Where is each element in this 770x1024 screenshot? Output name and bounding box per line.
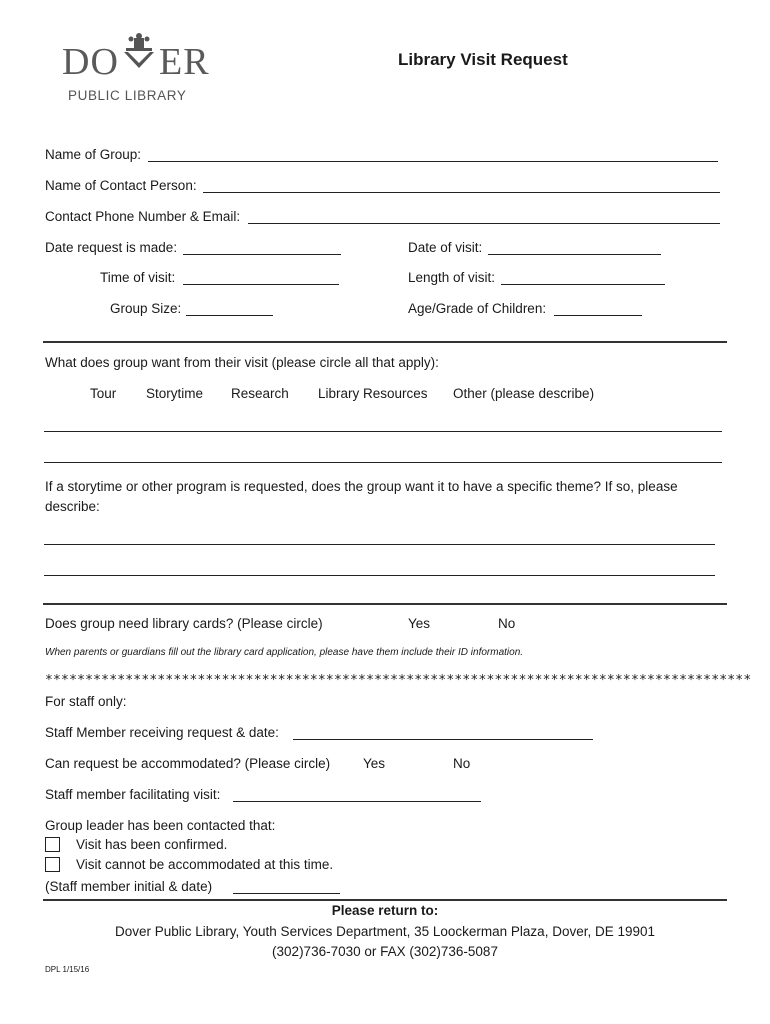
contact-person-line[interactable] — [203, 192, 720, 193]
accommodated-question: Can request be accommodated? (Please circle) — [45, 756, 331, 771]
logo-graphic — [60, 30, 220, 104]
group-leader-contacted-label: Group leader has been contacted that: — [45, 818, 276, 833]
theme-question-cont: describe: — [45, 499, 100, 514]
cards-no-option[interactable]: No — [498, 616, 516, 631]
library-cards-question: Does group need library cards? (Please circle) — [45, 616, 323, 631]
accommodated-yes-option[interactable]: Yes — [363, 756, 386, 771]
phone-email-line[interactable] — [248, 223, 720, 224]
date-request-line[interactable] — [183, 254, 341, 255]
describe-line-2[interactable] — [44, 462, 722, 463]
age-grade-label: Age/Grade of Children: — [408, 301, 547, 316]
visit-cannot-checkbox[interactable] — [45, 857, 60, 872]
time-visit-label: Time of visit: — [100, 270, 176, 285]
date-visit-label: Date of visit: — [408, 240, 483, 255]
age-grade-line[interactable] — [554, 315, 642, 316]
staff-only-heading: For staff only: — [45, 694, 127, 709]
staff-receiving-label: Staff Member receiving request & date: — [45, 725, 279, 740]
section-divider-2 — [43, 603, 727, 605]
staff-receiving-line[interactable] — [293, 739, 593, 740]
describe-line-1[interactable] — [44, 431, 722, 432]
phone-email-label: Contact Phone Number & Email: — [45, 209, 241, 224]
visit-cannot-label: Visit cannot be accommodated at this time. — [76, 857, 334, 872]
group-size-line[interactable] — [186, 315, 273, 316]
accommodated-no-option[interactable]: No — [453, 756, 471, 771]
contact-person-label: Name of Contact Person: — [45, 178, 197, 193]
cards-yes-option[interactable]: Yes — [408, 616, 431, 631]
id-note: When parents or guardians fill out the library card application, please have them include their ID information. — [45, 647, 524, 658]
section-divider-3 — [43, 899, 727, 901]
logo-subtitle: PUBLIC LIBRARY — [68, 88, 187, 103]
option-storytime[interactable]: Storytime — [146, 386, 204, 401]
theme-line-2[interactable] — [44, 575, 715, 576]
logo-left: DO — [62, 41, 119, 83]
group-name-line[interactable] — [148, 161, 718, 162]
staff-initial-label: (Staff member initial & date) — [45, 879, 213, 894]
form-title: Library Visit Request — [398, 50, 568, 69]
group-name-label: Name of Group: — [45, 147, 142, 162]
visit-confirmed-label: Visit has been confirmed. — [76, 837, 228, 852]
staff-initial-line[interactable] — [233, 893, 340, 894]
return-phone: (302)736-7030 or FAX (302)736-5087 — [272, 944, 498, 959]
visit-wants-question: What does group want from their visit (please circle all that apply): — [45, 355, 439, 370]
length-visit-label: Length of visit: — [408, 270, 496, 285]
time-visit-line[interactable] — [183, 284, 339, 285]
form-code: DPL 1/15/16 — [45, 965, 90, 974]
length-visit-line[interactable] — [501, 284, 665, 285]
staff-facilitating-line[interactable] — [233, 801, 481, 802]
logo-right: ER — [159, 41, 210, 83]
group-size-label: Group Size: — [110, 301, 182, 316]
option-library-resources[interactable]: Library Resources — [318, 386, 428, 401]
section-divider-1 — [43, 341, 727, 343]
staff-facilitating-label: Staff member facilitating visit: — [45, 787, 221, 802]
option-tour[interactable]: Tour — [90, 386, 117, 401]
option-research[interactable]: Research — [231, 386, 289, 401]
date-request-label: Date request is made: — [45, 240, 178, 255]
return-address: Dover Public Library, Youth Services Department, 35 Loockerman Plaza, Dover, DE 19901 — [114, 924, 656, 939]
asterisk-separator: **************************************************************************************** — [45, 673, 752, 688]
visit-confirmed-checkbox[interactable] — [45, 837, 60, 852]
date-visit-line[interactable] — [488, 254, 661, 255]
theme-line-1[interactable] — [44, 544, 715, 545]
theme-question: If a storytime or other program is requested, does the group want it to have a specific theme? If so, please — [45, 479, 678, 494]
return-heading: Please return to: — [331, 903, 439, 918]
option-other[interactable]: Other (please describe) — [453, 386, 595, 401]
dover-library-logo — [60, 30, 220, 104]
